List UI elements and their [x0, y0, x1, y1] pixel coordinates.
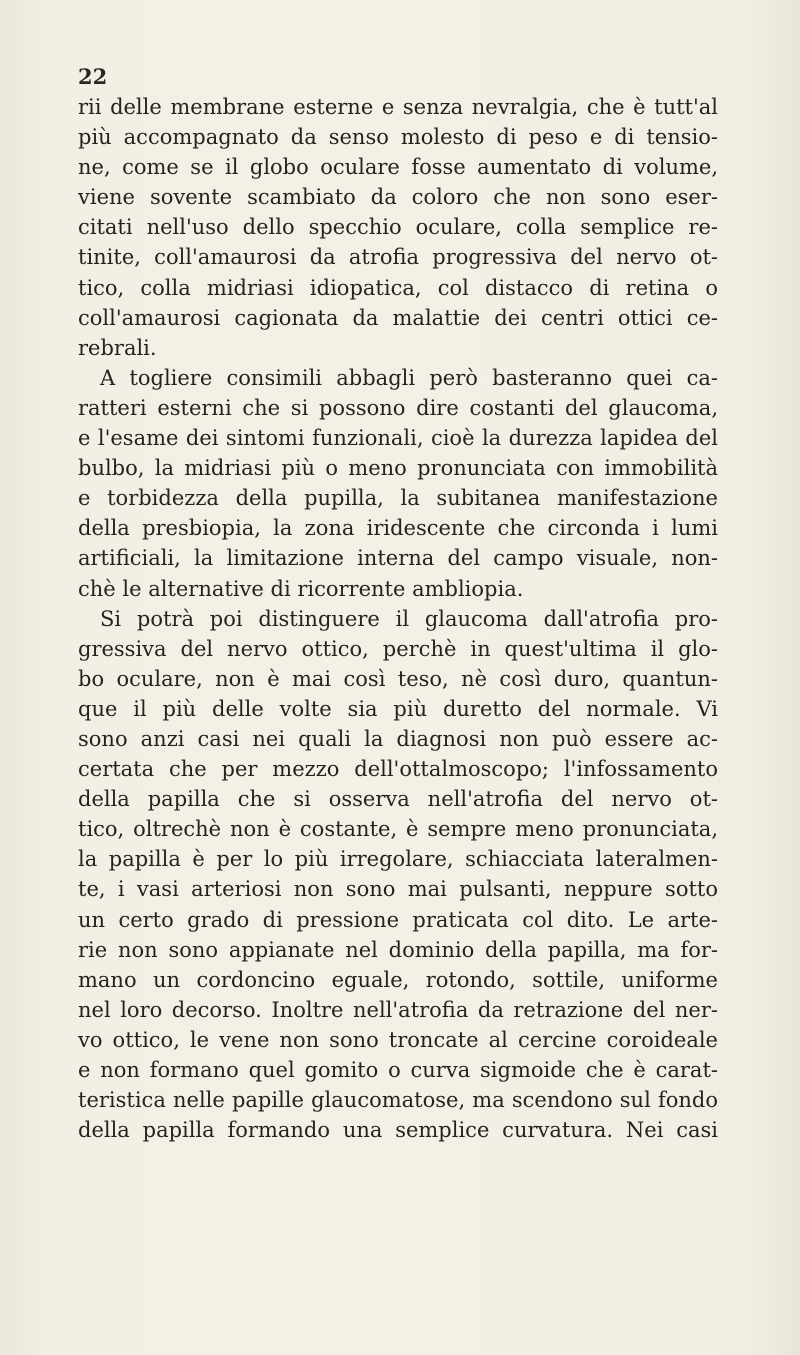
text-line: gressiva del nervo ottico, perchè in quest'ultima il glo- — [78, 636, 718, 661]
text-line: bo oculare, non è mai così teso, nè così duro, quantun- — [78, 666, 718, 691]
text-line: rii delle membrane esterne e senza nevralgia, che è tutt'al — [78, 95, 718, 119]
text-line: la papilla è per lo più irregolare, schiacciata lateralmen- — [78, 847, 718, 872]
text-line: ne, come se il globo oculare fosse aumentato di volume, — [78, 155, 718, 180]
page-number: 22 — [78, 64, 108, 89]
text-line: un certo grado di pressione praticata col dito. Le arte- — [78, 907, 718, 932]
text-line: e torbidezza della pupilla, la subitanea manifestazione — [78, 486, 718, 511]
text-line: rie non sono appianate nel dominio della papilla, ma for- — [78, 937, 718, 962]
text-line: ratteri esterni che si possono dire costanti del glaucoma, — [78, 395, 718, 420]
text-line: teristica nelle papille glaucomatose, ma scendono sul fondo — [78, 1088, 718, 1113]
text-line: artificiali, la limitazione interna del campo visuale, non- — [78, 546, 718, 571]
text-line: certata che per mezzo dell'ottalmoscopo; l'infossamento — [78, 757, 718, 782]
text-line: più accompagnato da senso molesto di peso e di tensio- — [78, 125, 718, 150]
text-line: e non formano quel gomito o curva sigmoide che è carat- — [78, 1058, 718, 1082]
text-line: citati nell'uso dello specchio oculare, colla semplice re- — [78, 215, 718, 240]
text-line: chè le alternative di ricorrente ambliopia. — [78, 576, 524, 601]
text-line: tinite, coll'amaurosi da atrofia progressiva del nervo ot- — [78, 245, 718, 270]
body-text — [78, 92, 718, 1145]
text-line: della papilla formando una semplice curvatura. Nei casi — [78, 1118, 718, 1143]
text-line: vo ottico, le vene non sono troncate al cercine coroideale — [78, 1027, 718, 1052]
text-line: mano un cordoncino eguale, rotondo, sottile, uniforme — [78, 967, 718, 992]
text-line: te, i vasi arteriosi non sono mai pulsanti, neppure sotto — [78, 877, 718, 902]
text-line: della papilla che si osserva nell'atrofia del nervo ot- — [78, 787, 718, 812]
text-line: rebrali. — [78, 335, 157, 360]
text-line: Si potrà poi distinguere il glaucoma dall'atrofia pro- — [100, 606, 718, 631]
text-line: nel loro decorso. Inoltre nell'atrofia da retrazione del ner- — [78, 997, 718, 1022]
text-line: della presbiopia, la zona iridescente che circonda i lumi — [78, 516, 718, 541]
text-line: e l'esame dei sintomi funzionali, cioè la durezza lapidea del — [78, 426, 718, 451]
text-line: tico, oltrechè non è costante, è sempre meno pronunciata, — [78, 817, 718, 842]
text-line: sono anzi casi nei quali la diagnosi non può essere ac- — [78, 726, 718, 751]
text-line: viene sovente scambiato da coloro che non sono eser- — [78, 185, 718, 210]
text-line: que il più delle volte sia più duretto del normale. Vi — [78, 696, 718, 721]
text-line: A togliere consimili abbagli però basteranno quei ca- — [100, 365, 718, 390]
text-line: tico, colla midriasi idiopatica, col distacco di retina o — [78, 275, 718, 300]
text-line: bulbo, la midriasi più o meno pronunciata con immobilità — [78, 456, 718, 481]
text-line: coll'amaurosi cagionata da malattie dei centri ottici ce- — [78, 305, 718, 330]
